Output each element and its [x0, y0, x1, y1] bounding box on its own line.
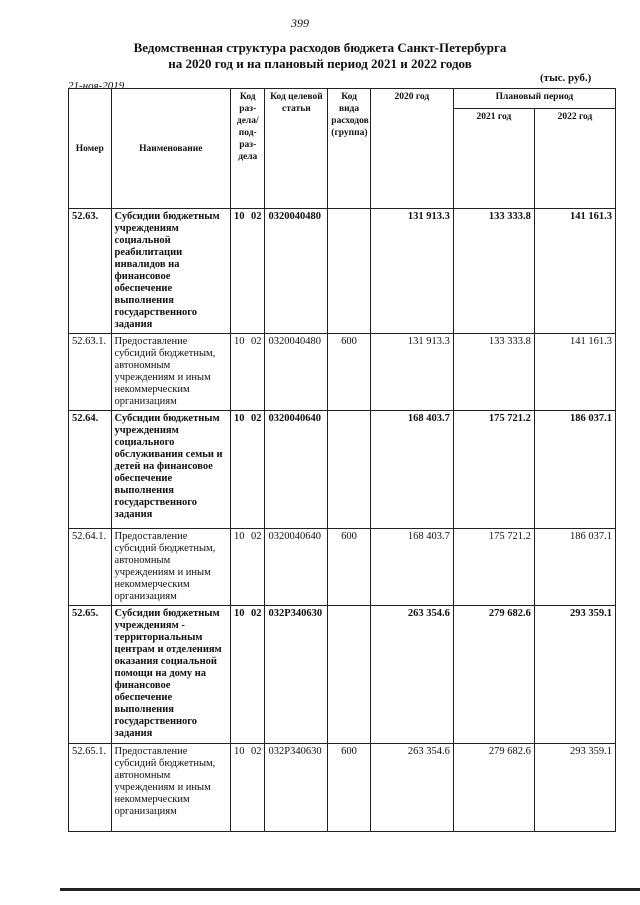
header-cs: Код целевой статьи [265, 89, 328, 209]
row-expense-type: 600 [328, 334, 371, 411]
table-row [69, 744, 616, 832]
row-razdel-code: 10 [234, 336, 245, 347]
row-amount-2020: 263 354.6 [370, 606, 453, 744]
row-podrazdel-code: 02 [250, 531, 262, 542]
header-number: Номер [69, 89, 112, 209]
row-amount-2021: 279 682.6 [453, 606, 534, 744]
row-razdel [231, 744, 265, 832]
row-number: 52.65.1. [69, 744, 112, 832]
row-amount-2020: 263 354.6 [370, 744, 453, 832]
row-expense-type [328, 411, 371, 529]
table-row [69, 334, 616, 411]
row-target-article: 0320040640 [265, 529, 328, 606]
row-razdel-code: 10 [234, 413, 245, 424]
title-line-2: на 2020 год и на плановый период 2021 и 2022 годов [168, 56, 472, 71]
row-name: Субсидии бюджетным учреждениям социальной реабилитации инвалидов на финансовое обеспечение выполнения государственного задания [111, 209, 231, 334]
row-podrazdel-code: 02 [250, 608, 262, 619]
header-vr: Код вида расходов (группа) [328, 89, 371, 209]
row-amount-2020: 131 913.3 [370, 334, 453, 411]
table-row [69, 529, 616, 606]
budget-table [68, 88, 616, 832]
row-expense-type: 600 [328, 529, 371, 606]
header-2020: 2020 год [370, 89, 453, 209]
row-target-article: 0320040640 [265, 411, 328, 529]
row-name: Предоставление субсидий бюджетным, автономным учреждениям и иным некоммерческим организациям [111, 529, 231, 606]
header-name: Наименование [111, 89, 231, 209]
row-razdel [231, 606, 265, 744]
row-razdel [231, 529, 265, 606]
row-amount-2022: 141 161.3 [534, 334, 615, 411]
table-row [69, 209, 616, 334]
row-amount-2022: 186 037.1 [534, 411, 615, 529]
row-name: Предоставление субсидий бюджетным, автономным учреждениям и иным некоммерческим организациям [111, 334, 231, 411]
row-amount-2022: 186 037.1 [534, 529, 615, 606]
row-razdel-code: 10 [234, 746, 245, 757]
row-target-article: 0320040480 [265, 209, 328, 334]
row-podrazdel-code: 02 [250, 413, 262, 424]
row-amount-2022: 293 359.1 [534, 606, 615, 744]
row-razdel-code: 10 [234, 608, 245, 619]
header-2021: 2021 год [453, 109, 534, 209]
row-number: 52.64.1. [69, 529, 112, 606]
row-podrazdel-code: 02 [250, 336, 262, 347]
row-amount-2020: 168 403.7 [370, 411, 453, 529]
header-planned-period: Плановый период [453, 89, 615, 109]
row-number: 52.65. [69, 606, 112, 744]
row-razdel-code: 10 [234, 531, 245, 542]
row-name: Субсидии бюджетным учреждениям социального обслуживания семьи и детей на финансовое обеспечение выполнения государственного задания [111, 411, 231, 529]
row-amount-2020: 131 913.3 [370, 209, 453, 334]
row-amount-2022: 141 161.3 [534, 209, 615, 334]
row-amount-2021: 133 333.8 [453, 334, 534, 411]
row-razdel-code: 10 [234, 211, 245, 222]
row-name: Предоставление субсидий бюджетным, автономным учреждениям и иным некоммерческим организациям [111, 744, 231, 832]
row-target-article: 032Р340630 [265, 744, 328, 832]
row-amount-2021: 175 721.2 [453, 411, 534, 529]
row-number: 52.63.1. [69, 334, 112, 411]
document-date: 21-ноя-2019 [68, 80, 125, 92]
row-amount-2020: 168 403.7 [370, 529, 453, 606]
table-row [69, 411, 616, 529]
row-number: 52.64. [69, 411, 112, 529]
row-target-article: 0320040480 [265, 334, 328, 411]
header-2022: 2022 год [534, 109, 615, 209]
row-expense-type [328, 606, 371, 744]
bottom-rule [60, 888, 640, 891]
row-expense-type [328, 209, 371, 334]
row-amount-2021: 133 333.8 [453, 209, 534, 334]
title-line-1: Ведомственная структура расходов бюджета Санкт-Петербурга [133, 40, 507, 55]
row-razdel [231, 411, 265, 529]
row-podrazdel-code: 02 [250, 211, 262, 222]
row-razdel [231, 209, 265, 334]
row-number: 52.63. [69, 209, 112, 334]
units-label: (тыс. руб.) [540, 72, 592, 84]
row-razdel [231, 334, 265, 411]
document-title [120, 40, 520, 72]
row-amount-2022: 293 359.1 [534, 744, 615, 832]
table-body [69, 209, 616, 832]
page-number: 399 [291, 16, 309, 30]
row-podrazdel-code: 02 [250, 746, 262, 757]
table-row [69, 606, 616, 744]
row-amount-2021: 279 682.6 [453, 744, 534, 832]
row-expense-type: 600 [328, 744, 371, 832]
row-target-article: 032Р340630 [265, 606, 328, 744]
header-razdel: Код раз-дела/ под-раз-дела [231, 89, 265, 209]
row-amount-2021: 175 721.2 [453, 529, 534, 606]
row-name: Субсидии бюджетным учреждениям - территориальным центрам и отделениям оказания социальной помощи на дому на финансовое обеспечение выполнения государственного задания [111, 606, 231, 744]
